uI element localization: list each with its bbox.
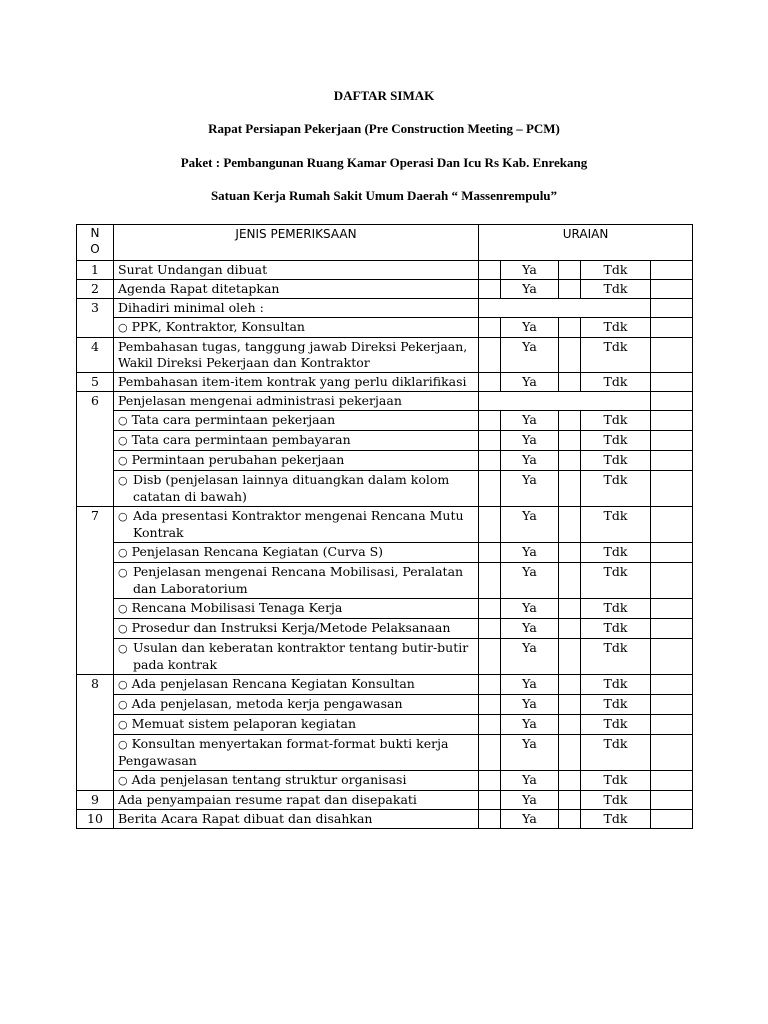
ya-checkbox[interactable] [479,431,501,451]
ya-checkbox[interactable] [479,810,501,829]
ya-label: Ya [501,261,559,280]
ya-label: Ya [501,431,559,451]
ya-checkbox[interactable] [479,280,501,299]
tdk-label: Tdk [581,639,651,675]
table-row [77,338,693,373]
tdk-checkbox[interactable] [559,599,581,619]
document-title: DAFTAR SIMAK [333,88,435,103]
inspection-item-text: Ada penjelasan, metoda kerja pengawasan [131,696,403,711]
table-row [77,299,693,318]
tdk-label: Tdk [581,810,651,829]
inspection-item [114,338,479,373]
inspection-item [114,619,479,639]
column-header-uraian: URAIAN [479,225,693,261]
bullet-circle-icon: ○ [118,566,128,579]
checklist-table [76,224,693,829]
notes-cell[interactable] [651,471,693,507]
row-number [77,771,114,791]
table-row [77,280,693,299]
inspection-item-text: Ada penjelasan tentang struktur organisasi [131,772,407,787]
row-number: 1 [77,261,114,280]
ya-checkbox[interactable] [479,675,501,695]
notes-cell[interactable] [651,543,693,563]
row-number [77,318,114,338]
ya-label: Ya [501,543,559,563]
inspection-item-text: Pembahasan tugas, tanggung jawab Direksi Pekerjaan, Wakil Direksi Pekerjaan dan Kontraktor [118,339,468,370]
row-number: 5 [77,373,114,392]
table-header-row [77,225,693,261]
inspection-item-text: Ada penyampaian resume rapat dan disepakati [118,792,417,807]
column-header-no: N O [77,225,114,261]
tdk-checkbox[interactable] [559,771,581,791]
ya-label: Ya [501,280,559,299]
ya-label: Ya [501,695,559,715]
table-row [77,675,693,695]
table-row [77,791,693,810]
notes-cell[interactable] [651,599,693,619]
ya-label: Ya [501,810,559,829]
inspection-item [114,392,479,411]
inspection-item [114,431,479,451]
inspection-item-text: Penjelasan mengenai Rencana Mobilisasi, Peralatan dan Laboratorium [133,564,464,596]
inspection-item-text: Ada penjelasan Rencana Kegiatan Konsultan [131,676,415,691]
tdk-checkbox[interactable] [559,619,581,639]
tdk-label: Tdk [581,675,651,695]
ya-checkbox[interactable] [479,599,501,619]
row-number: 10 [77,810,114,829]
row-number: 2 [77,280,114,299]
tdk-checkbox[interactable] [559,411,581,431]
inspection-item-text: Berita Acara Rapat dibuat dan disahkan [118,811,373,826]
bullet-circle-icon [118,716,132,731]
table-row [77,451,693,471]
ya-checkbox[interactable] [479,261,501,280]
inspection-item-text: Pembahasan item-item kontrak yang perlu diklarifikasi [118,374,467,389]
tdk-checkbox[interactable] [559,451,581,471]
inspection-item-text: PPK, Kontraktor, Konsultan [131,319,305,334]
row-number [77,599,114,619]
inspection-item-text: Surat Undangan dibuat [118,262,268,277]
bullet-circle-icon: ○ [118,474,128,487]
notes-cell[interactable] [651,411,693,431]
tdk-checkbox[interactable] [559,338,581,373]
row-number: 3 [77,299,114,318]
tdk-checkbox[interactable] [559,810,581,829]
inspection-item-text: Tata cara permintaan pembayaran [131,432,351,447]
ya-checkbox[interactable] [479,639,501,675]
tdk-label: Tdk [581,338,651,373]
tdk-label: Tdk [581,411,651,431]
empty-uraian-cell [479,392,651,411]
row-number: 4 [77,338,114,373]
bullet-circle-icon: ○ [118,642,128,655]
row-number [77,619,114,639]
row-number [77,639,114,675]
inspection-item-text: Rencana Mobilisasi Tenaga Kerja [131,600,343,615]
tdk-label: Tdk [581,735,651,771]
ya-checkbox[interactable] [479,563,501,599]
inspection-item [114,599,479,619]
tdk-checkbox[interactable] [559,791,581,810]
bullet-circle-icon [118,452,132,467]
tdk-label: Tdk [581,791,651,810]
inspection-item [114,451,479,471]
table-row [77,392,693,411]
notes-cell[interactable] [651,318,693,338]
row-number [77,543,114,563]
table-row [77,639,693,675]
bullet-circle-icon [118,412,132,427]
ya-checkbox[interactable] [479,411,501,431]
inspection-item-text: Tata cara permintaan pekerjaan [131,412,336,427]
ya-checkbox[interactable] [479,791,501,810]
inspection-item [114,675,479,695]
document-subtitle-package: Paket : Pembangunan Ruang Kamar Operasi Dan Icu Rs Kab. Enrekang [180,155,588,170]
ya-label: Ya [501,318,559,338]
ya-checkbox[interactable] [479,373,501,392]
ya-checkbox[interactable] [479,735,501,771]
tdk-checkbox[interactable] [559,431,581,451]
column-header-jenis: JENIS PEMERIKSAAN [114,225,479,261]
table-row [77,471,693,507]
inspection-item [114,810,479,829]
ya-label: Ya [501,735,559,771]
table-row [77,599,693,619]
tdk-checkbox[interactable] [559,675,581,695]
inspection-item [114,715,479,735]
inspection-item [114,791,479,810]
inspection-item [114,563,479,599]
tdk-label: Tdk [581,471,651,507]
notes-cell[interactable] [651,431,693,451]
ya-checkbox[interactable] [479,543,501,563]
inspection-item [114,771,479,791]
inspection-item [114,507,479,543]
notes-cell[interactable] [651,715,693,735]
ya-label: Ya [501,791,559,810]
notes-cell[interactable] [651,619,693,639]
empty-uraian-cell [479,299,651,318]
table-row [77,563,693,599]
inspection-item-text: Memuat sistem pelaporan kegiatan [131,716,357,731]
ya-checkbox[interactable] [479,451,501,471]
ya-checkbox[interactable] [479,771,501,791]
ya-label: Ya [501,619,559,639]
document-subtitle-unit: Satuan Kerja Rumah Sakit Umum Daerah “ Massenrempulu” [210,188,558,203]
bullet-circle-icon [118,319,132,334]
inspection-item-text: Prosedur dan Instruksi Kerja/Metode Pelaksanaan [131,620,451,635]
inspection-item-text: Dihadiri minimal oleh : [118,300,264,315]
notes-cell[interactable] [651,261,693,280]
tdk-label: Tdk [581,451,651,471]
notes-cell[interactable] [651,639,693,675]
inspection-item-text: Usulan dan keberatan kontraktor tentang butir-butir pada kontrak [133,640,469,672]
table-row [77,411,693,431]
tdk-checkbox[interactable] [559,261,581,280]
tdk-checkbox[interactable] [559,735,581,771]
notes-cell[interactable] [651,299,693,318]
tdk-label: Tdk [581,373,651,392]
notes-cell[interactable] [651,392,693,411]
notes-cell[interactable] [651,507,693,543]
ya-checkbox[interactable] [479,318,501,338]
table-row [77,543,693,563]
table-row [77,619,693,639]
ya-label: Ya [501,771,559,791]
ya-label: Ya [501,639,559,675]
notes-cell[interactable] [651,675,693,695]
bullet-circle-icon [118,544,132,559]
table-row [77,715,693,735]
table-row [77,507,693,543]
tdk-checkbox[interactable] [559,639,581,675]
ya-label: Ya [501,373,559,392]
notes-cell[interactable] [651,735,693,771]
row-number: 9 [77,791,114,810]
inspection-item [114,261,479,280]
row-number [77,411,114,431]
inspection-item [114,411,479,431]
row-number [77,715,114,735]
ya-checkbox[interactable] [479,338,501,373]
inspection-item-text: Penjelasan Rencana Kegiatan (Curva S) [131,544,384,559]
inspection-item [114,318,479,338]
table-row [77,810,693,829]
tdk-label: Tdk [581,507,651,543]
row-number: 7 [77,507,114,543]
bullet-circle-icon [118,736,132,751]
inspection-item [114,695,479,715]
inspection-item-text: Disb (penjelasan lainnya dituangkan dalam kolom catatan di bawah) [133,472,450,504]
row-number [77,451,114,471]
notes-cell[interactable] [651,771,693,791]
ya-label: Ya [501,451,559,471]
ya-label: Ya [501,599,559,619]
inspection-item-text: Penjelasan mengenai administrasi pekerjaan [118,393,402,408]
inspection-item [114,471,479,507]
notes-cell[interactable] [651,563,693,599]
ya-checkbox[interactable] [479,507,501,543]
notes-cell[interactable] [651,810,693,829]
bullet-circle-icon [118,620,132,635]
document-subtitle-meeting: Rapat Persiapan Pekerjaan (Pre Construction Meeting – PCM) [208,121,560,136]
tdk-label: Tdk [581,563,651,599]
ya-checkbox[interactable] [479,715,501,735]
table-row [77,373,693,392]
ya-checkbox[interactable] [479,471,501,507]
notes-cell[interactable] [651,373,693,392]
tdk-label: Tdk [581,715,651,735]
tdk-checkbox[interactable] [559,318,581,338]
ya-label: Ya [501,471,559,507]
table-row [77,261,693,280]
inspection-item [114,639,479,675]
row-number [77,431,114,451]
notes-cell[interactable] [651,338,693,373]
tdk-label: Tdk [581,599,651,619]
inspection-item-text: Agenda Rapat ditetapkan [118,281,280,296]
tdk-label: Tdk [581,280,651,299]
table-row [77,771,693,791]
inspection-item [114,373,479,392]
inspection-item [114,735,479,771]
tdk-checkbox[interactable] [559,471,581,507]
tdk-label: Tdk [581,619,651,639]
tdk-checkbox[interactable] [559,715,581,735]
inspection-item [114,543,479,563]
row-number: 6 [77,392,114,411]
bullet-circle-icon [118,696,132,711]
tdk-checkbox[interactable] [559,373,581,392]
table-row [77,735,693,771]
tdk-checkbox[interactable] [559,543,581,563]
ya-label: Ya [501,507,559,543]
row-number [77,471,114,507]
tdk-label: Tdk [581,261,651,280]
inspection-item-text: Permintaan perubahan pekerjaan [131,452,345,467]
tdk-label: Tdk [581,431,651,451]
ya-label: Ya [501,338,559,373]
tdk-checkbox[interactable] [559,280,581,299]
row-number: 8 [77,675,114,695]
bullet-circle-icon [118,600,132,615]
inspection-item [114,280,479,299]
row-number [77,563,114,599]
tdk-checkbox[interactable] [559,563,581,599]
table-row [77,318,693,338]
ya-label: Ya [501,715,559,735]
ya-label: Ya [501,563,559,599]
tdk-label: Tdk [581,771,651,791]
row-number [77,735,114,771]
ya-label: Ya [501,675,559,695]
ya-label: Ya [501,411,559,431]
tdk-label: Tdk [581,318,651,338]
inspection-item [114,299,479,318]
notes-cell[interactable] [651,695,693,715]
notes-cell[interactable] [651,451,693,471]
bullet-circle-icon [118,772,132,787]
tdk-checkbox[interactable] [559,695,581,715]
ya-checkbox[interactable] [479,695,501,715]
tdk-label: Tdk [581,543,651,563]
notes-cell[interactable] [651,791,693,810]
bullet-circle-icon: ○ [118,510,128,523]
table-row [77,695,693,715]
tdk-checkbox[interactable] [559,507,581,543]
tdk-label: Tdk [581,695,651,715]
bullet-circle-icon [118,676,132,691]
bullet-circle-icon [118,432,132,447]
inspection-item-text: Konsultan menyertakan format-format bukti kerja Pengawasan [118,736,449,768]
row-number [77,695,114,715]
notes-cell[interactable] [651,280,693,299]
ya-checkbox[interactable] [479,619,501,639]
inspection-item-text: Ada presentasi Kontraktor mengenai Rencana Mutu Kontrak [133,508,464,540]
table-row [77,431,693,451]
